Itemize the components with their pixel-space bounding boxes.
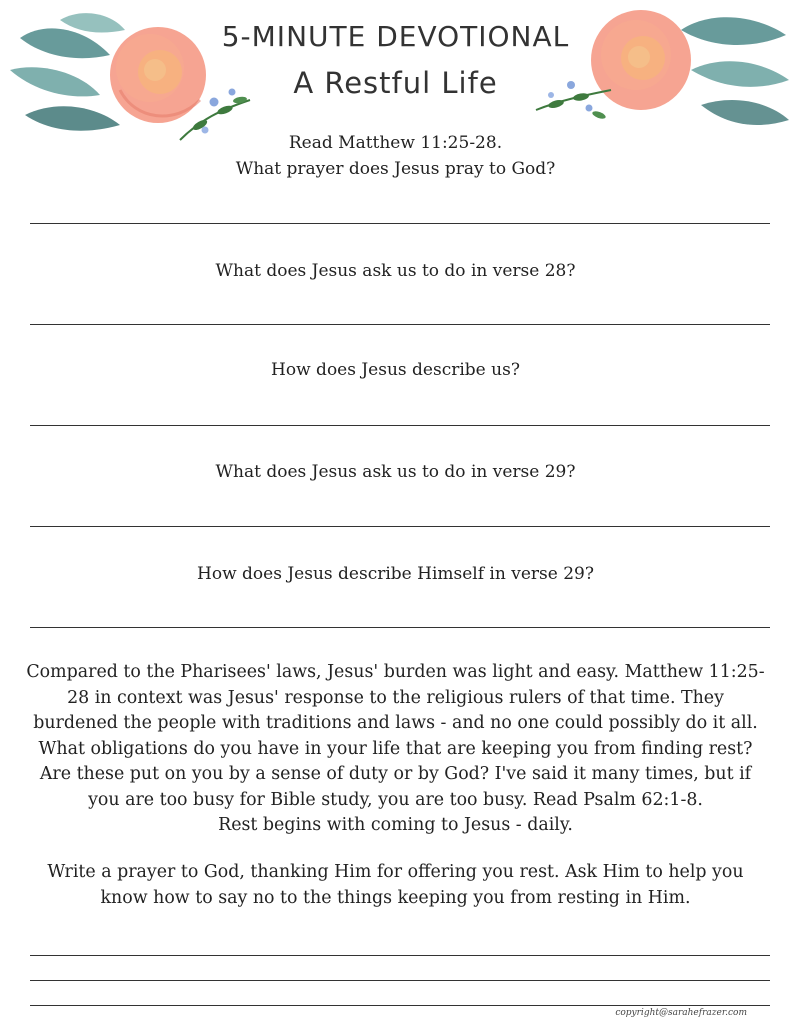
prayer-writing-line[interactable] — [30, 1005, 770, 1006]
prompt-intro-line-1: Read Matthew 11:25-28. — [288, 133, 503, 153]
answer-line[interactable] — [30, 627, 770, 628]
prayer-writing-line[interactable] — [30, 955, 770, 956]
prayer-prompt — [14, 860, 777, 911]
reflection-line: 28 in context was Jesus' response to the religious rulers of that time. They — [67, 687, 724, 708]
prompt-question-5: How does Jesus describe Himself in verse 29? — [197, 564, 594, 584]
prayer-line: know how to say no to the things keeping you from resting in Him. — [100, 887, 691, 908]
reflection-line: burdened the people with traditions and laws - and no one could possibly do it all. — [33, 713, 758, 733]
answer-line[interactable] — [30, 425, 770, 426]
prompt-question-2: What does Jesus ask us to do in verse 28? — [215, 261, 576, 281]
page-subtitle: A Restful Life — [293, 66, 498, 100]
prayer-writing-line[interactable] — [30, 980, 770, 981]
prompt-question-3: How does Jesus describe us? — [271, 360, 520, 380]
prompt-intro-line-2: What prayer does Jesus pray to God? — [235, 159, 556, 179]
copyright-notice: copyright@sarahefrazer.com — [615, 1008, 747, 1018]
prayer-line: Write a prayer to God, thanking Him for offering you rest. Ask Him to help you — [47, 862, 744, 882]
reflection-line: you are too busy for Bible study, you are too busy. Read Psalm 62:1-8. — [88, 789, 703, 810]
prompt-question-4: What does Jesus ask us to do in verse 29? — [215, 462, 576, 482]
answer-line[interactable] — [30, 526, 770, 527]
answer-line[interactable] — [30, 324, 770, 325]
reflection-paragraph — [14, 660, 777, 839]
answer-line[interactable] — [30, 223, 770, 224]
page-title: 5-MINUTE DEVOTIONAL — [221, 20, 570, 53]
reflection-line: Rest begins with coming to Jesus - daily. — [218, 815, 573, 835]
reflection-line: Compared to the Pharisees' laws, Jesus' burden was light and easy. Matthew 11:25- — [26, 662, 765, 682]
prompt-intro — [0, 130, 791, 182]
reflection-line: Are these put on you by a sense of duty or by God? I've said it many times, but if — [39, 764, 752, 784]
reflection-line: What obligations do you have in your life that are keeping you from finding rest? — [38, 738, 753, 759]
